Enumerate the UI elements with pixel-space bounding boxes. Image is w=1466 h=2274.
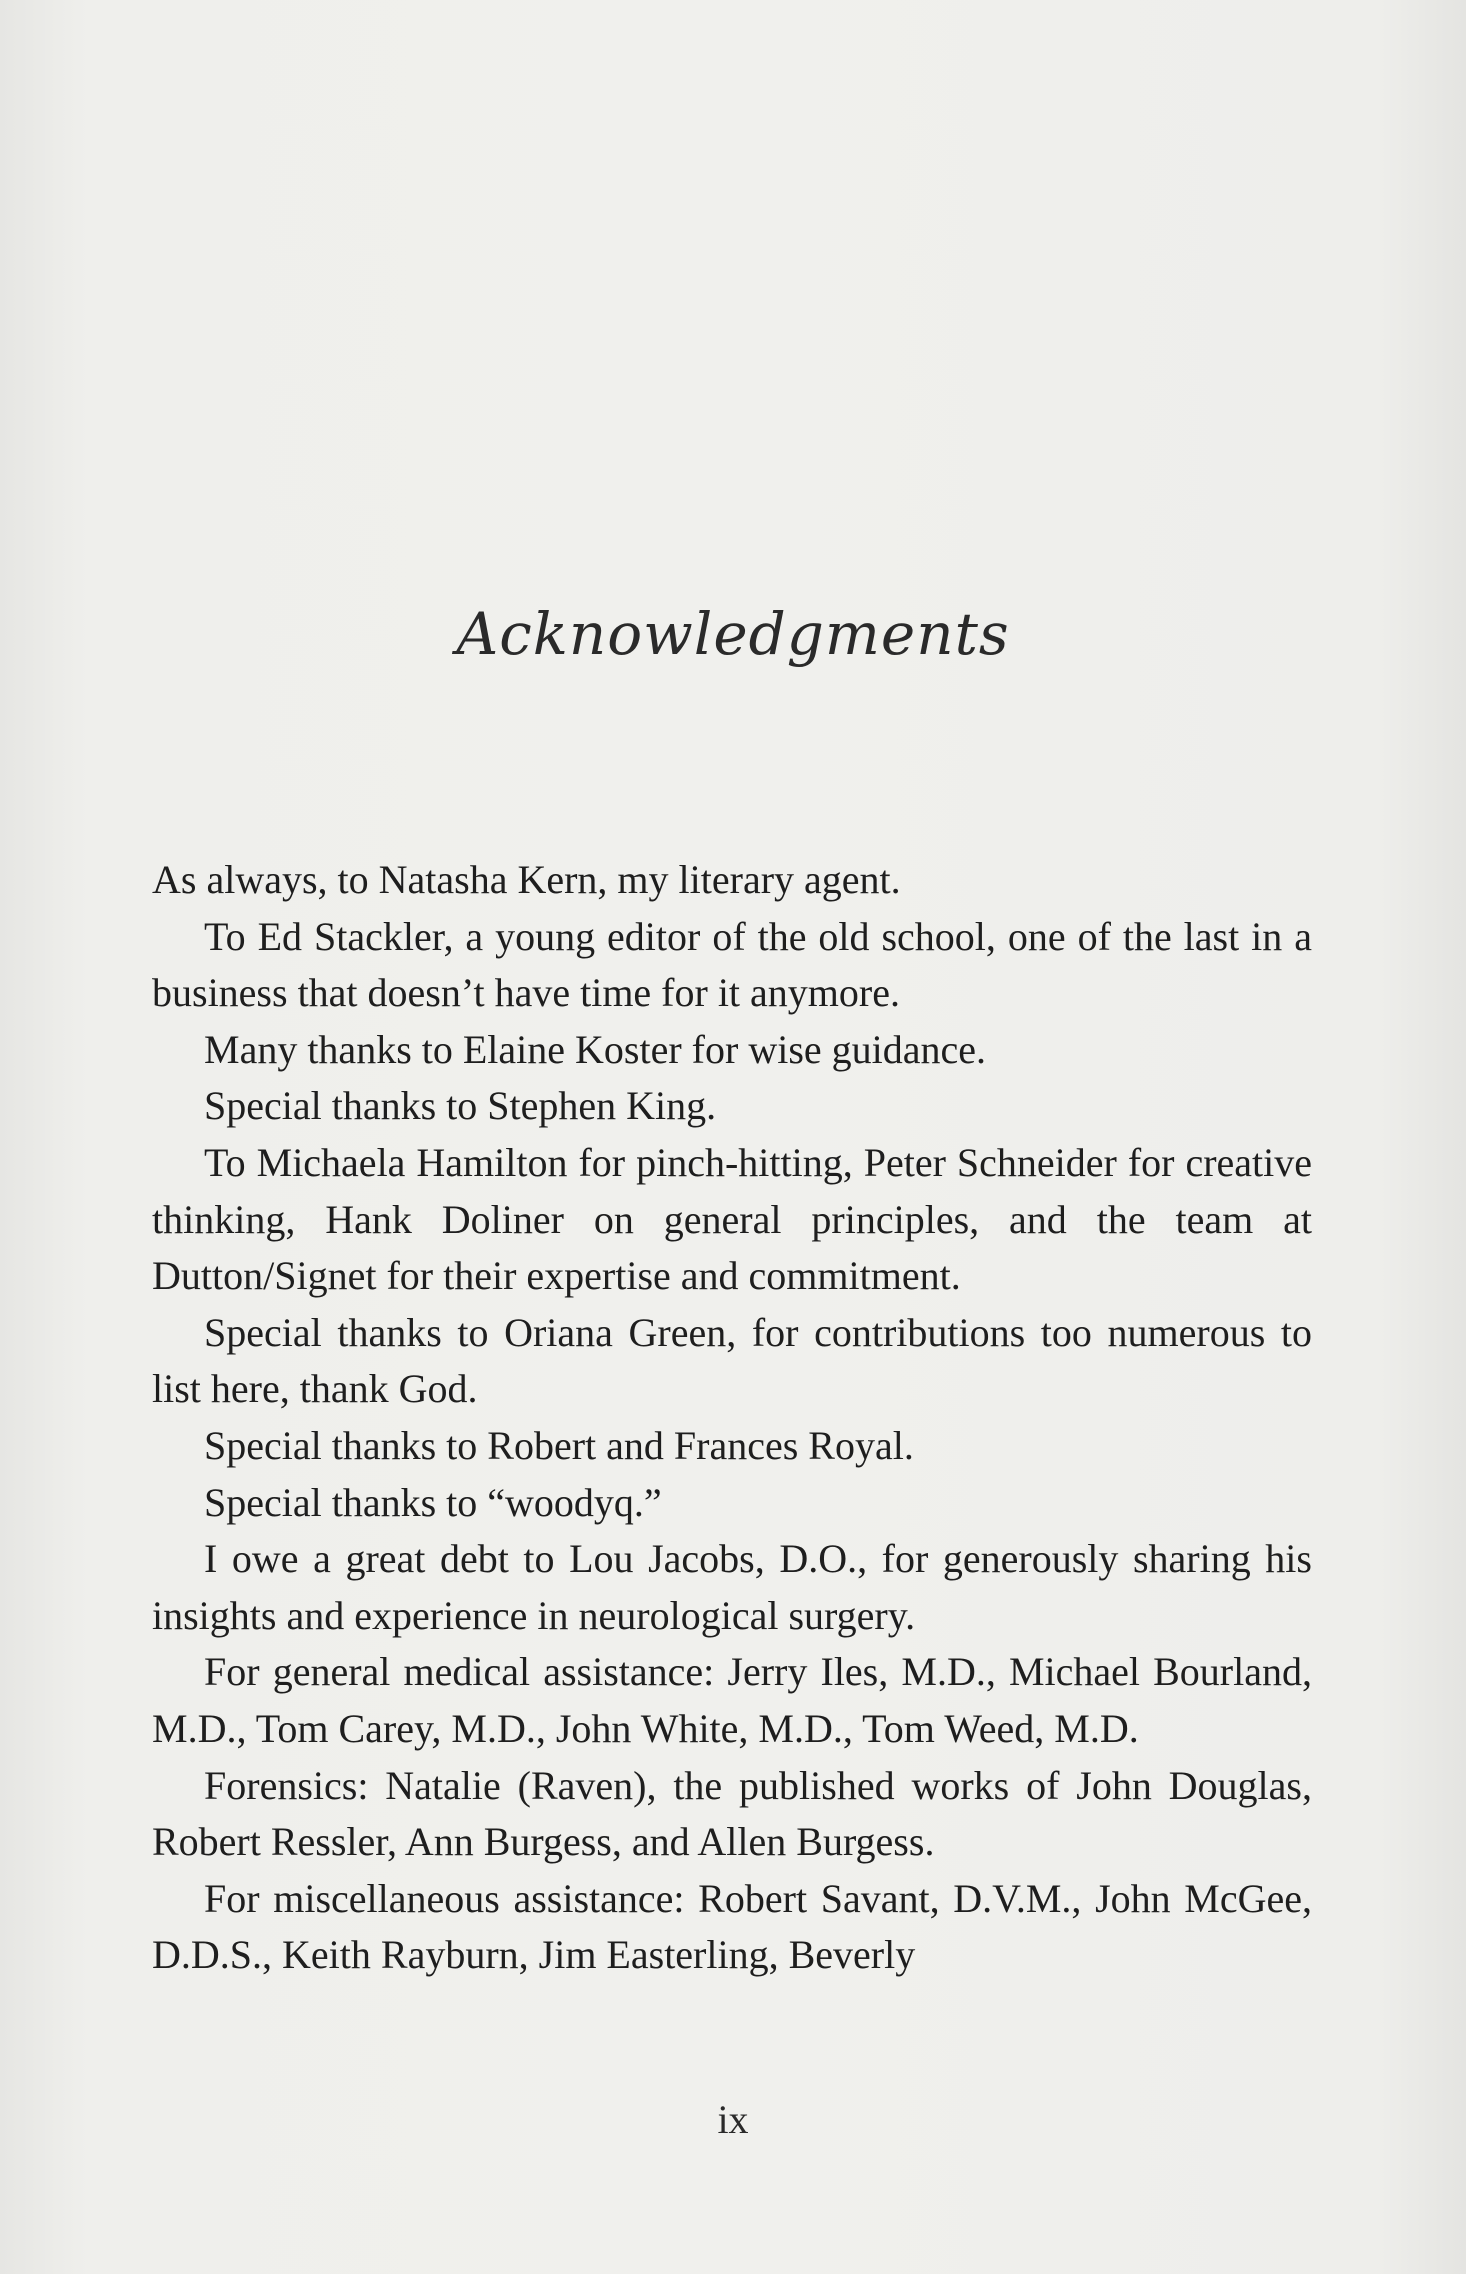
paragraph: Special thanks to Stephen King. [204, 1083, 717, 1129]
paragraph: To Ed Stackler, a young editor of the old school, one of the last in a business that doesn’t have time for it anymore. [152, 913, 1312, 1016]
paragraph: Special thanks to “woodyq.” [204, 1479, 662, 1525]
paragraph: As always, to Natasha Kern, my literary agent. [152, 857, 901, 902]
page-number: ix [717, 2097, 749, 2142]
paragraph: For general medical assistance: Jerry Iles, M.D., Michael Bourland, M.D., Tom Carey, M.D., John White, M.D., Tom Weed, M.D. [152, 1649, 1312, 1751]
paragraph: Special thanks to Oriana Green, for contributions too numerous to list here, thank God. [152, 1309, 1312, 1412]
paragraph: Special thanks to Robert and Frances Royal. [204, 1422, 914, 1468]
page-title: Acknowledgments [456, 600, 1010, 668]
paragraph: To Michaela Hamilton for pinch-hitting, Peter Schneider for creative thinking, Hank Doliner on general principles, and the team at Dutton/Signet for their expertise and commitment. [152, 1139, 1312, 1299]
paragraph: For miscellaneous assistance: Robert Savant, D.V.M., John McGee, D.D.S., Keith Rayburn, Jim Easterling, Beverly [152, 1875, 1312, 1978]
paragraph: I owe a great debt to Lou Jacobs, D.O., for generously sharing his insights and experience in neurological surgery. [152, 1536, 1312, 1638]
paragraph: Many thanks to Elaine Koster for wise guidance. [204, 1026, 987, 1072]
acknowledgments-body [152, 852, 1312, 1984]
paragraph: Forensics: Natalie (Raven), the published works of John Douglas, Robert Ressler, Ann Burgess, and Allen Burgess. [152, 1762, 1312, 1865]
